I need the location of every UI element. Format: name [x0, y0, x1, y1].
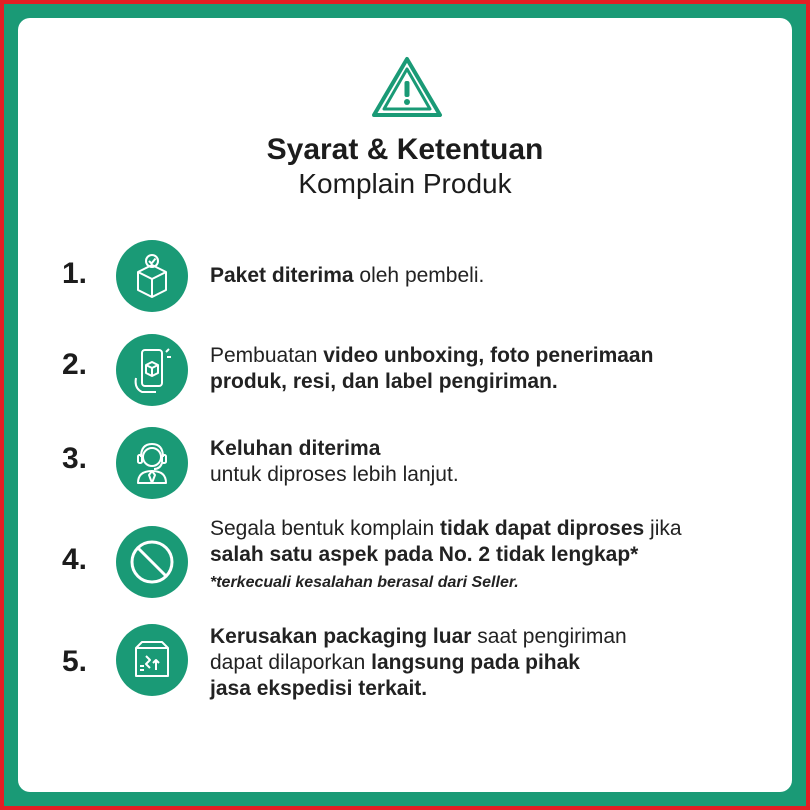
item-text: Paket diterima oleh pembeli. [210, 264, 485, 287]
package-check-icon [116, 240, 188, 312]
item-text: Pembuatan video unboxing, foto penerimaan produk, resi, dan label pengiriman. [210, 344, 654, 393]
item-number: 5. [62, 645, 88, 678]
page-title: Syarat & Ketentuan [266, 133, 544, 166]
item-text: Segala bentuk komplain tidak dapat diproses jika salah satu aspek pada No. 2 tidak lengkap* *terkecuali kesalahan berasal dari Seller. [210, 517, 682, 591]
warning-icon [370, 55, 444, 119]
phone-camera-icon [116, 334, 188, 406]
item-number: 3. [62, 442, 88, 475]
page-subtitle: Komplain Produk [298, 168, 512, 199]
prohibited-icon [116, 526, 188, 598]
item-number: 2. [62, 348, 88, 381]
footnote: *terkecuali kesalahan berasal dari Seller. [210, 574, 519, 591]
item-number: 1. [62, 257, 88, 290]
customer-service-icon [116, 427, 188, 499]
item-text: Keluhan diterima untuk diproses lebih lanjut. [210, 437, 459, 486]
item-number: 4. [62, 543, 88, 576]
item-text: Kerusakan packaging luar saat pengiriman dapat dilaporkan langsung pada pihak jasa ekspedisi terkait. [210, 625, 627, 700]
damaged-box-icon [116, 624, 188, 696]
